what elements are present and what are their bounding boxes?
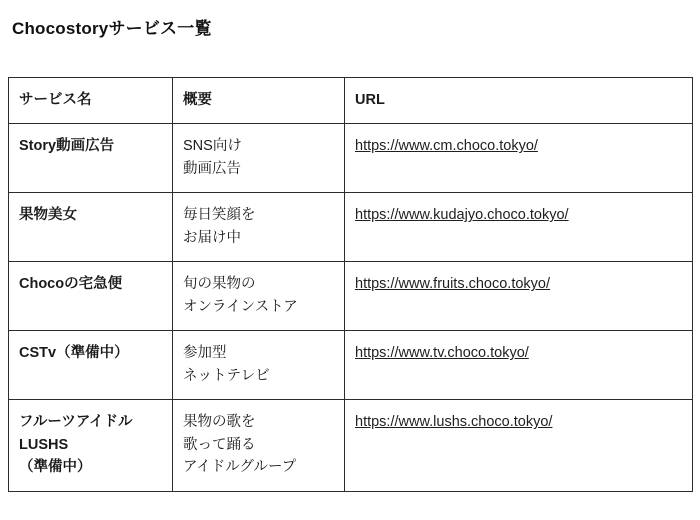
summary-line: 果物の歌を (183, 414, 256, 431)
column-header-summary: 概要 (173, 78, 345, 124)
service-summary-cell (173, 193, 345, 262)
summary-line: 毎日笑顔を (183, 207, 256, 224)
summary-line: アイドルグループ (183, 459, 297, 476)
service-summary-cell (173, 400, 345, 491)
table-row (9, 400, 693, 491)
summary-line: 歌って踊る (183, 436, 256, 453)
service-name-line: 果物美女 (19, 207, 77, 224)
service-name-line: LUSHS (19, 436, 69, 453)
service-url-cell (345, 124, 693, 193)
service-url-link[interactable]: https://www.fruits.choco.tokyo/ (355, 276, 551, 293)
service-name-cell (9, 400, 173, 491)
service-url-link[interactable]: https://www.lushs.choco.tokyo/ (355, 414, 553, 431)
table-row (9, 124, 693, 193)
table-row (9, 331, 693, 400)
service-name-line: （準備中） (19, 459, 92, 476)
service-url-cell (345, 331, 693, 400)
summary-line: お届け中 (183, 229, 241, 246)
service-name-cell (9, 193, 173, 262)
summary-line: ネットテレビ (183, 367, 270, 384)
service-url-cell (345, 262, 693, 331)
service-summary-cell (173, 124, 345, 193)
service-name-line: Story動画広告 (19, 138, 115, 155)
service-name-line: Chocoの宅急便 (19, 276, 123, 293)
service-summary-cell (173, 262, 345, 331)
page-title: Chocostoryサービス一覧 (12, 19, 212, 38)
column-header-service-name: サービス名 (9, 78, 173, 124)
service-name-line: CSTv（準備中） (19, 345, 129, 362)
summary-line: 参加型 (183, 345, 227, 362)
table-header-row (9, 78, 693, 124)
service-name-line: フルーツアイドル (19, 414, 133, 431)
service-url-link[interactable]: https://www.cm.choco.tokyo/ (355, 138, 538, 155)
summary-line: SNS向け (183, 138, 242, 155)
service-name-cell (9, 331, 173, 400)
service-name-cell (9, 262, 173, 331)
table-row (9, 262, 693, 331)
service-url-link[interactable]: https://www.kudajyo.choco.tokyo/ (355, 207, 569, 224)
service-url-cell (345, 400, 693, 491)
summary-line: オンラインストア (183, 298, 298, 315)
service-name-cell (9, 124, 173, 193)
summary-line: 旬の果物の (183, 276, 256, 293)
column-header-url: URL (345, 78, 693, 124)
table-row (9, 193, 693, 262)
summary-line: 動画広告 (183, 160, 241, 177)
service-summary-cell (173, 331, 345, 400)
service-url-cell (345, 193, 693, 262)
service-list-table (8, 77, 693, 492)
service-url-link[interactable]: https://www.tv.choco.tokyo/ (355, 345, 529, 362)
